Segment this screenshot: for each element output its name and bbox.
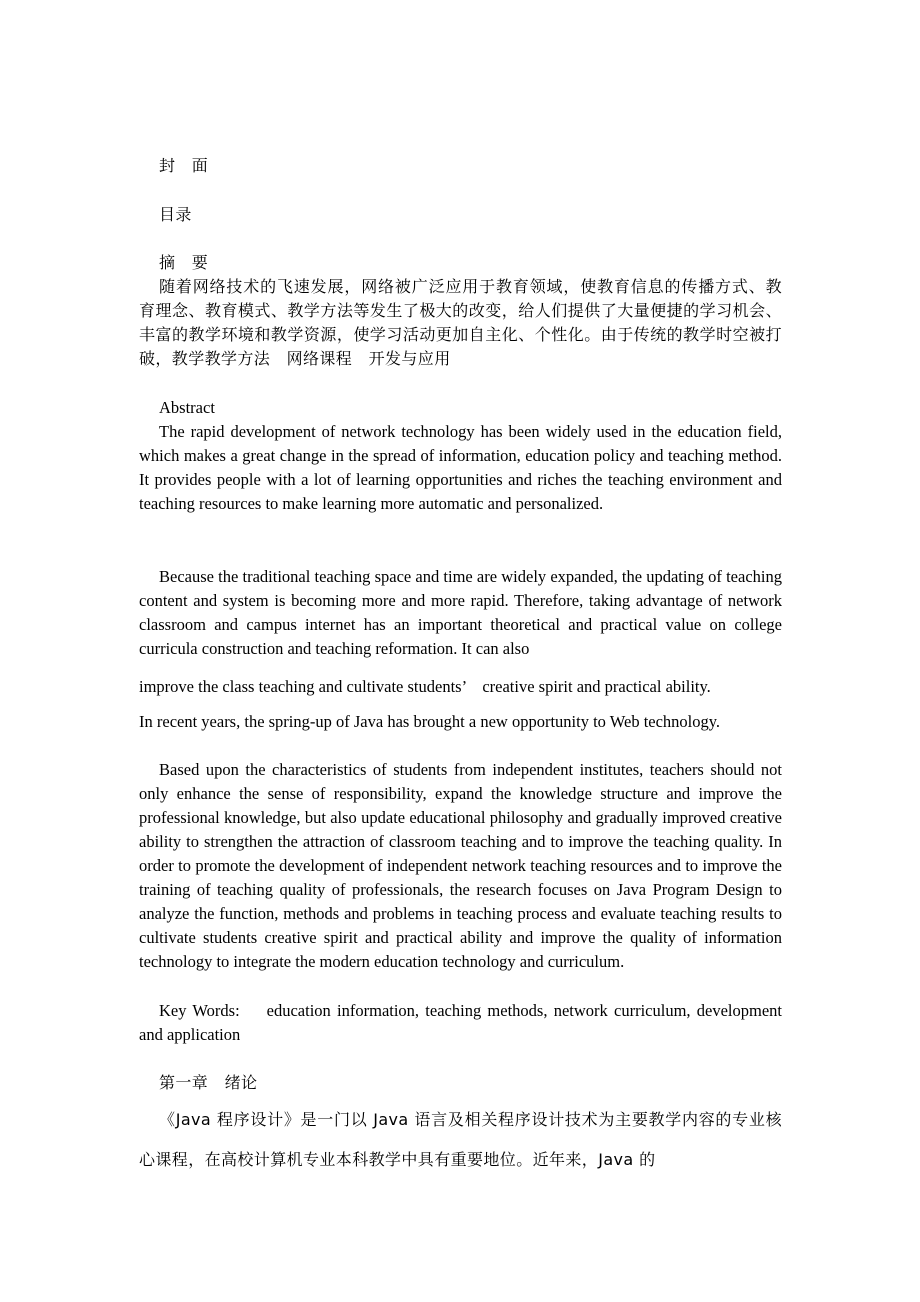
cover-heading: 封 面 (159, 156, 209, 175)
chapter-1-body: 《Java 程序设计》是一门以 Java 语言及相关程序设计技术为主要教学内容的专业核心课程，在高校计算机专业本科教学中具有重要地位。近年来，Java 的 (139, 1110, 782, 1169)
abstract-en-paragraph-2-end: In recent years, the spring-up of Java has brought a new opportunity to Web technology. (139, 712, 721, 731)
keywords: Key Words: education information, teaching methods, network curriculum, development and application (139, 1001, 782, 1044)
abstract-cn-heading: 摘 要 (159, 253, 209, 272)
abstract-en-heading: Abstract (159, 398, 215, 417)
chapter-1-heading: 第一章 绪论 (159, 1073, 258, 1092)
abstract-en-paragraph-3: Based upon the characteristics of students from independent institutes, teachers should not only enhance the sense of responsibility, expand the knowledge structure and improve the professional knowledge, but also update educational philosophy and gradually improved creative ability to strengthen the attraction of classroom teaching and to improve the teaching quality. In order to promote the development of independent network teaching resources and to improve the training of teaching quality of professionals, the research focuses on Java Program Design to analyze the function, methods and problems in teaching process and evaluate teaching results to cultivate students creative spirit and practical ability and improve the quality of information technology to integrate the modern education technology and curriculum. (139, 760, 782, 971)
abstract-en-paragraph-1: The rapid development of network technology has been widely used in the education field, which makes a great change in the spread of information, education policy and teaching method. It provides people with a lot of learning opportunities and riches the teaching environment and teaching resources to make learning more automatic and personalized. (139, 422, 782, 513)
toc-heading: 目录 (159, 205, 192, 224)
abstract-cn-body: 随着网络技术的飞速发展，网络被广泛应用于教育领域，使教育信息的传播方式、教育理念、教育模式、教学方法等发生了极大的改变，给人们提供了大量便捷的学习机会、丰富的教学环境和教学资源，使学习活动更加自主化、个性化。由于传统的教学时空被打破，教学教学方法 网络课程 开发与应用 (139, 277, 782, 368)
abstract-en-paragraph-2: Because the traditional teaching space and time are widely expanded, the updating of teaching content and system is becoming more and more rapid. Therefore, taking advantage of network classroom and campus internet has an important theoretical and practical value on college curricula construction and teaching reformation. It can also (139, 567, 782, 658)
abstract-en-paragraph-2-continued: improve the class teaching and cultivate students’ creative spirit and practical ability. (139, 677, 711, 696)
